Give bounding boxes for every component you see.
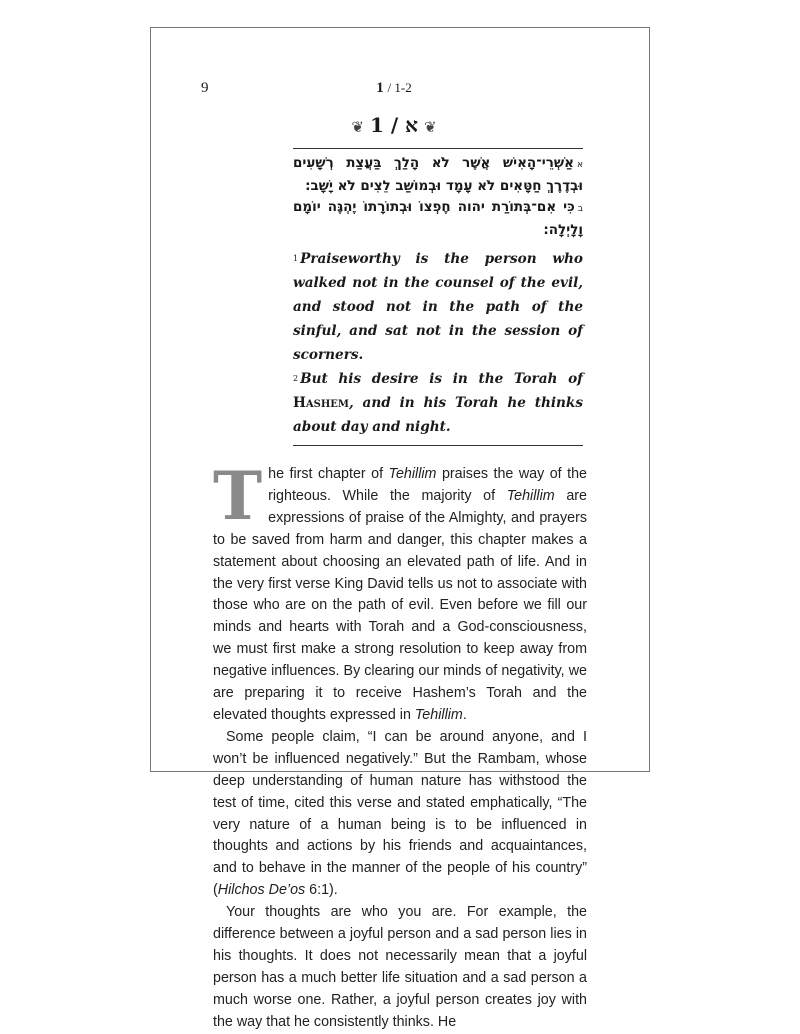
drop-cap: T (213, 457, 263, 535)
running-head: 1 / 1-2 (376, 80, 412, 96)
ornament-left-icon: ❦ (351, 118, 364, 136)
commentary (213, 457, 587, 1034)
book-title: Tehillim (388, 466, 437, 482)
paragraph: Your thoughts are who you are. For example, the difference between a joyful person and a sad person lies in his thoughts. It does not necessarily mean that a joyful person has a much better life situation and a sad person a much worse one. Rather, a joyful person creates joy with the way that he consistently thinks. He (213, 904, 587, 1030)
verse-text: But his desire is in the Torah of (300, 371, 583, 387)
divine-name: Hashem (293, 395, 349, 411)
text: . (462, 706, 467, 723)
verse-number: א (576, 160, 583, 170)
english-translation (293, 247, 583, 439)
top-rule (293, 148, 583, 149)
book-title: Tehillim (506, 487, 555, 504)
text: Some people claim, “I can be around anyone, and I won’t be influenced negatively.” But the Rambam, whose deep understanding of human nature has withstood the test of time, cited this verse and stated emphatically, “The very nature of a human being is to be influenced in thoughts and actions by his friends and acquaintances, and to behave in the manner of the people of his country” ( (213, 728, 587, 899)
chapter-title (201, 112, 587, 140)
hebrew-text (293, 153, 583, 241)
chapter-title-separator: / (390, 113, 399, 137)
hebrew-verse (293, 153, 583, 197)
text: are expressions of praise of the Almighty, and prayers to be saved from harm and danger, this chapter makes a statement about choosing an elevated path of life. And in the very first verse King David tells us not to associate with those who are on the path of evil. Even before we fill our minds and hearts with Torah and a God-consciousness, we must first make a strong resolution to keep away from negative influences. By clearing our minds of negativity, we are preparing it to receive Hashem’s Torah and the elevated thoughts expressed in (213, 487, 587, 723)
chapter-title-hebrew: א (405, 113, 418, 137)
verse-number: 2 (293, 374, 299, 383)
verse-block (293, 148, 583, 446)
ornament-right-icon: ❦ (424, 118, 437, 136)
running-head-verses: 1-2 (394, 80, 412, 95)
hebrew-verse (293, 197, 583, 241)
page-header (201, 78, 587, 98)
running-head-chapter: 1 (376, 80, 384, 96)
book-title: Tehillim (414, 706, 463, 723)
verse-number: ב (577, 204, 583, 214)
page-content (201, 78, 587, 1034)
paragraph (213, 457, 587, 727)
bottom-rule (293, 445, 583, 446)
book-title: Hilchos De’os (217, 882, 306, 899)
text: praises the way of the righteous. While the majority of (268, 466, 587, 504)
verse-text: Praiseworthy is the person who walked not in the counsel of the evil, and stood not in the path of the sinful, and sat not in the session of scorners. (293, 251, 583, 363)
text: he first chapter of (268, 466, 389, 482)
english-verse (293, 247, 583, 367)
verse-text: כִּי אִם־בְּתוֹרַת יהוה חֶפְצוֹ וּבְתוֹרָתוֹ יֶהְגֶּה יוֹמָם וָלָיְלָה: (293, 199, 583, 238)
verse-text: , and in his Torah he thinks about day and night. (293, 395, 583, 435)
english-verse (293, 367, 583, 439)
chapter-title-number: 1 (369, 113, 384, 137)
verse-text: אַשְׁרֵי־הָאִישׁ אֲשֶׁר לֹא הָלַךְ בַּעֲצַת רְשָׁעִים וּבְדֶרֶךְ חַטָּאִים לֹא עָמָד וּבְמוֹשַׁב לֵצִים לֹא יָשָׁב: (293, 155, 583, 194)
page-number: 9 (201, 80, 209, 96)
text: 6:1). (305, 882, 338, 899)
verse-number: 1 (293, 254, 299, 263)
paragraph (213, 727, 587, 902)
